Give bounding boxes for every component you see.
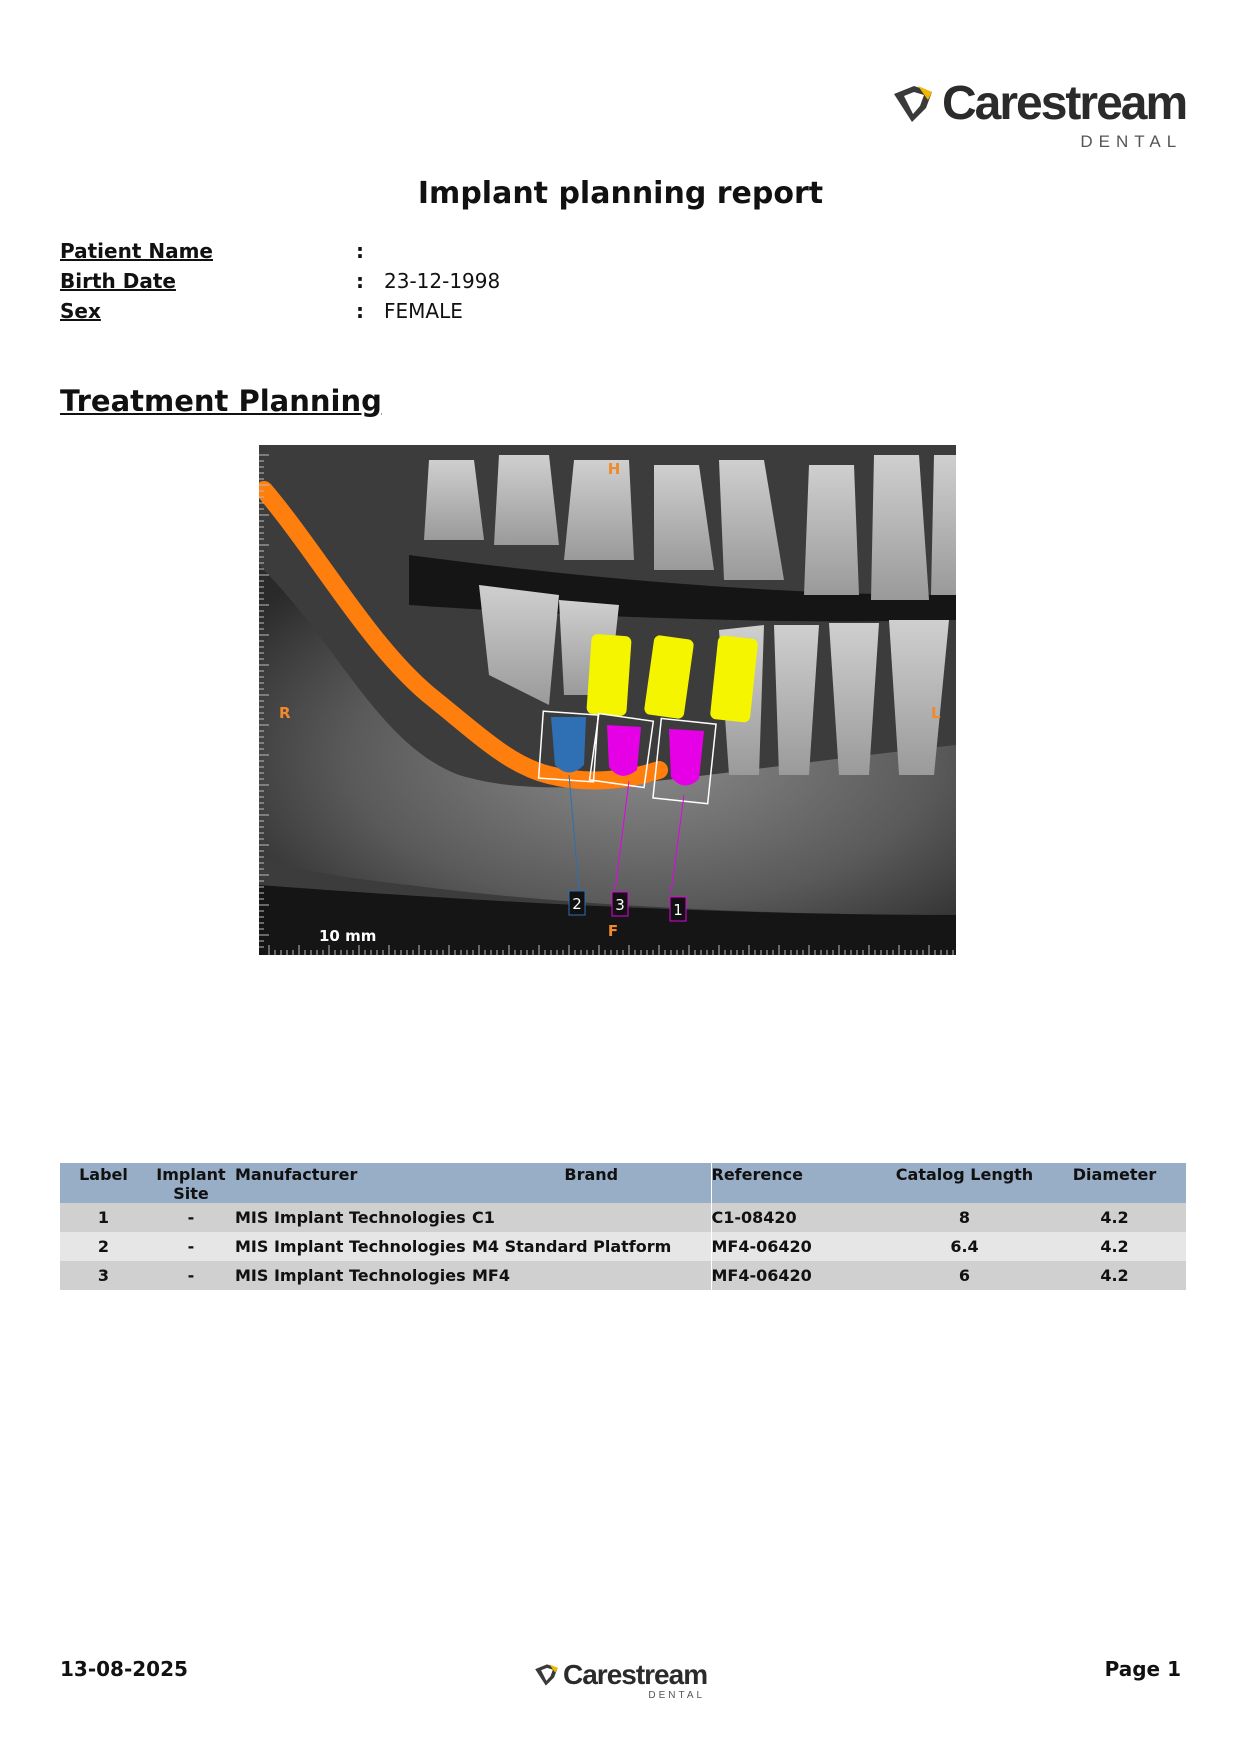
orientation-right: L	[931, 704, 941, 722]
implant-label-2	[569, 891, 585, 915]
svg-text:2: 2	[572, 895, 582, 913]
cell-label: 1	[60, 1203, 147, 1232]
cell-length: 8	[886, 1203, 1043, 1232]
table-row	[60, 1203, 1186, 1232]
implant-table	[60, 1163, 1186, 1290]
orientation-bottom: F	[607, 922, 619, 940]
cell-length: 6.4	[886, 1232, 1043, 1261]
table-header-row	[60, 1163, 1186, 1203]
header-diameter: Diameter	[1043, 1163, 1186, 1203]
table-row	[60, 1261, 1186, 1290]
carestream-logo-icon	[534, 1662, 560, 1688]
svg-text:1: 1	[673, 901, 683, 919]
cell-diameter: 4.2	[1043, 1261, 1186, 1290]
header-brand: Brand	[472, 1163, 711, 1203]
cell-site: -	[147, 1203, 235, 1232]
xray-canvas	[259, 445, 956, 955]
header-catalog-length: Catalog Length	[886, 1163, 1043, 1203]
cell-brand: C1	[472, 1203, 711, 1232]
brand-subtitle: DENTAL	[1080, 132, 1183, 151]
patient-info	[60, 236, 500, 326]
cell-length: 6	[886, 1261, 1043, 1290]
cell-manufacturer: MIS Implant Technologies	[235, 1203, 472, 1232]
header-implant-site: Implant Site	[147, 1163, 235, 1203]
carestream-logo	[892, 77, 1187, 151]
carestream-footer-logo	[534, 1659, 708, 1701]
birth-date-label: Birth Date	[60, 269, 176, 293]
header-label: Label	[60, 1163, 147, 1203]
cell-reference: MF4-06420	[711, 1232, 886, 1261]
cell-manufacturer: MIS Implant Technologies	[235, 1232, 472, 1261]
header-reference: Reference	[711, 1163, 886, 1203]
brand-subtitle: DENTAL	[648, 1690, 706, 1701]
page-number: Page 1	[1104, 1657, 1181, 1681]
cell-site: -	[147, 1261, 235, 1290]
sex-value: FEMALE	[384, 299, 463, 323]
carestream-logo-icon	[892, 82, 936, 126]
cell-reference: C1-08420	[711, 1203, 886, 1232]
cell-site: -	[147, 1232, 235, 1261]
colon: :	[356, 299, 364, 323]
colon: :	[356, 239, 364, 263]
section-title: Treatment Planning	[60, 384, 382, 418]
birth-date-value: 23-12-1998	[384, 269, 501, 293]
cell-label: 2	[60, 1232, 147, 1261]
cell-brand: M4 Standard Platform	[472, 1232, 711, 1261]
brand-name: Carestream	[942, 77, 1187, 130]
cell-brand: MF4	[472, 1261, 711, 1290]
cell-diameter: 4.2	[1043, 1232, 1186, 1261]
colon: :	[356, 269, 364, 293]
cell-label: 3	[60, 1261, 147, 1290]
brand-name: Carestream	[563, 1659, 708, 1690]
report-title: Implant planning report	[417, 176, 824, 211]
cell-manufacturer: MIS Implant Technologies	[235, 1261, 472, 1290]
scale-label: 10 mm	[319, 927, 377, 945]
header-manufacturer: Manufacturer	[235, 1163, 472, 1203]
table-row	[60, 1232, 1186, 1261]
implant-label-3	[612, 892, 628, 916]
sex-label: Sex	[60, 299, 101, 323]
implant-label-1	[670, 897, 686, 921]
orientation-left: R	[279, 704, 291, 722]
cell-reference: MF4-06420	[711, 1261, 886, 1290]
patient-name-row	[60, 236, 500, 266]
cell-diameter: 4.2	[1043, 1203, 1186, 1232]
patient-name-label: Patient Name	[60, 239, 213, 263]
orientation-top: H	[607, 460, 621, 478]
svg-text:3: 3	[615, 896, 625, 914]
birth-date-row	[60, 266, 500, 296]
footer-date: 13-08-2025	[60, 1657, 188, 1681]
sex-row	[60, 296, 500, 326]
panoramic-xray-image	[259, 445, 956, 955]
